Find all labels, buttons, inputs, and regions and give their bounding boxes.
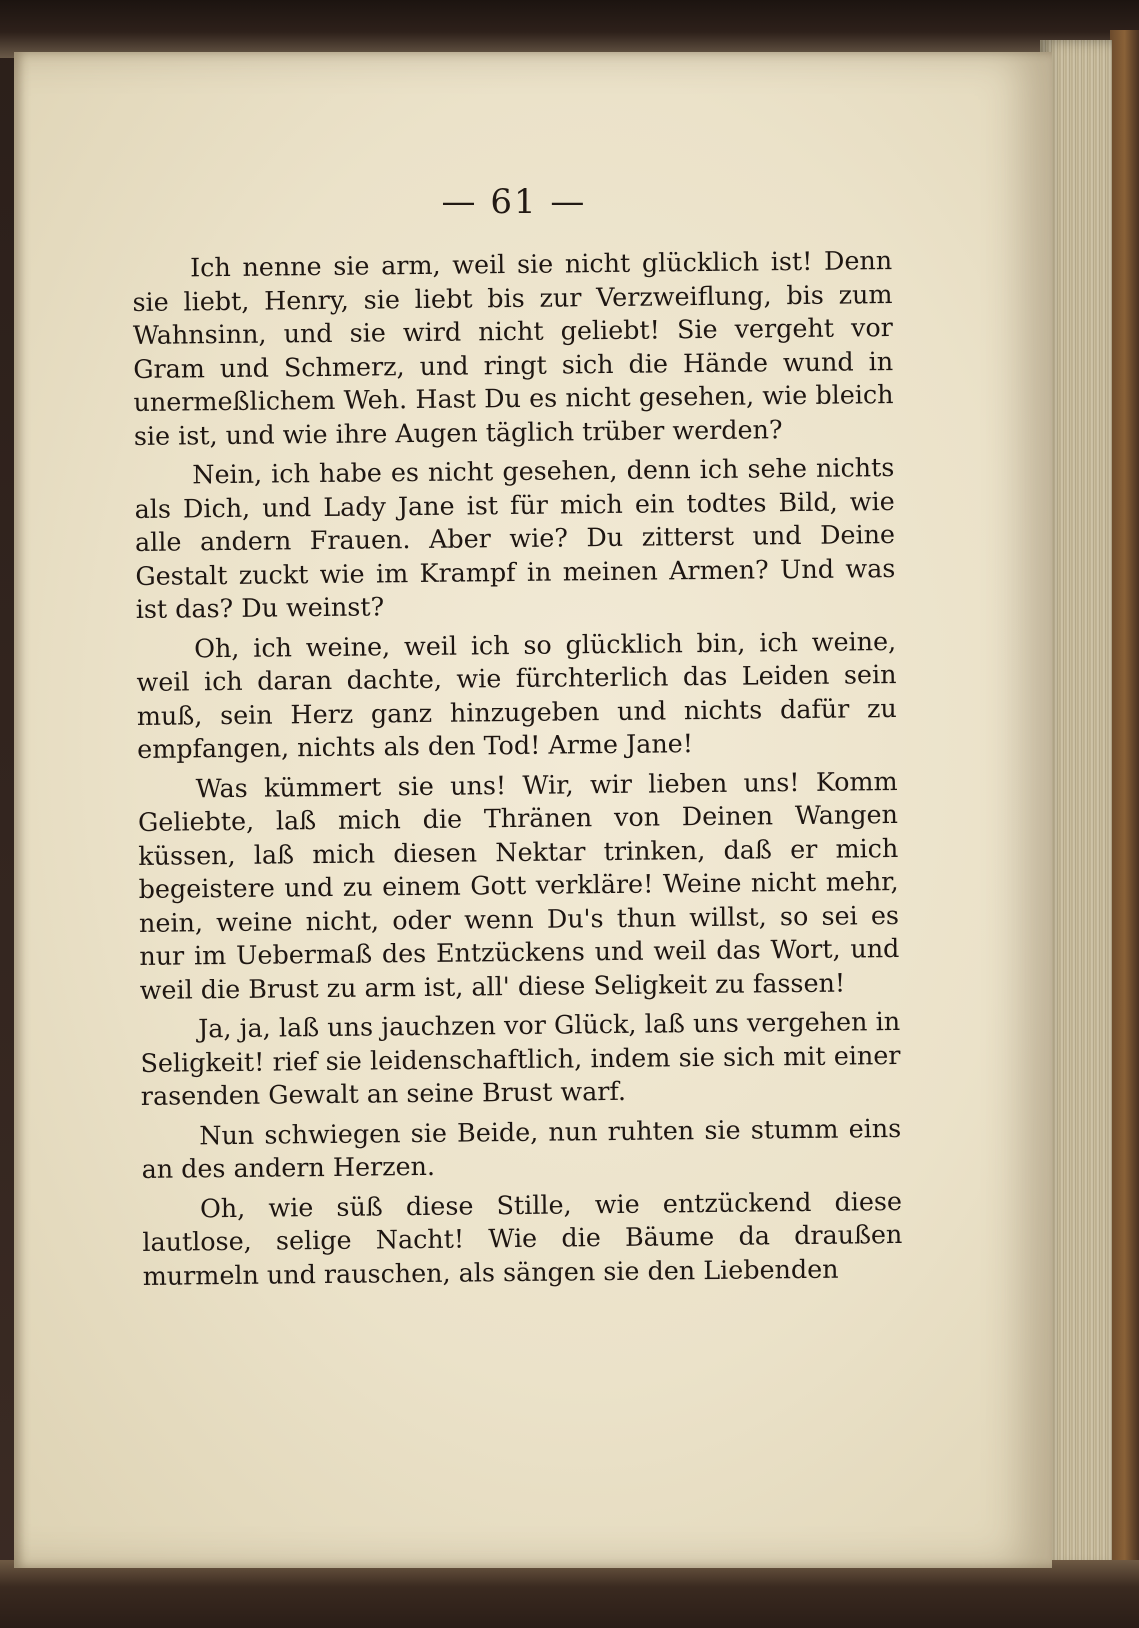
paragraph: Oh, ich weine, weil ich so glücklich bin, ich weine, weil ich daran dachte, wie fürchterlich das Leiden sein muß, sein Herz ganz hinzugeben und nichts dafür zu empfangen, nichts als den Tod! Arme Jane! [136,625,897,764]
paragraph: Ich nenne sie arm, weil sie nicht glücklich ist! Denn sie liebt, Henry, sie liebt bis zur Verzweiflung, bis zum Wahnsinn, und sie wird nicht geliebt! Sie vergeht vor Gram und Schmerz, und ringt sich die Hände wund in unermeßlichem Weh. Hast Du es nicht gesehen, wie bleich sie ist, und wie ihre Augen täglich trüber werden? [132,245,894,451]
book-top-edge [0,0,1139,58]
page-text [132,244,903,1293]
paragraph: Was kümmert sie uns! Wir, wir lieben uns! Komm Geliebte, laß mich die Thränen von Deinen Wangen küssen, laß mich diesen Nektar trinken, daß er mich begeistere und zu einem Gott verkläre! Weine nicht mehr, nein, weine nicht, oder wenn Du's thun willst, so sei es nur im Uebermaß des Entzückens und weil das Wort, und weil die Brust zu arm ist, all' diese Seligkeit zu fassen! [137,765,900,1005]
paragraph: Oh, wie süß diese Stille, wie entzückend diese lautlose, selige Nacht! Wie die Bäume da draußen murmeln und rauschen, als sängen sie den Liebenden [142,1185,903,1291]
book-bottom-edge [0,1560,1139,1628]
page-number: — 61 — [441,182,587,222]
paragraph: Nun schwiegen sie Beide, nun ruhten sie stumm eins an des andern Herzen. [141,1112,902,1184]
paragraph: Nein, ich habe es nicht gesehen, denn ich sehe nichts als Dich, und Lady Jane ist für mich ein todtes Bild, wie alle andern Frauen. Aber wie? Du zitterst und Deine Gestalt zuckt wie im Krampf in meinen Armen? Und was ist das? Du weinst? [134,452,896,624]
book-page [14,52,1052,1568]
book-cover-edge [1110,30,1139,1610]
paragraph: Ja, ja, laß uns jauchzen vor Glück, laß uns vergehen in Seligkeit! rief sie leidenschaftlich, indem sie sich mit einer rasenden Gewalt an seine Brust warf. [140,1005,901,1111]
